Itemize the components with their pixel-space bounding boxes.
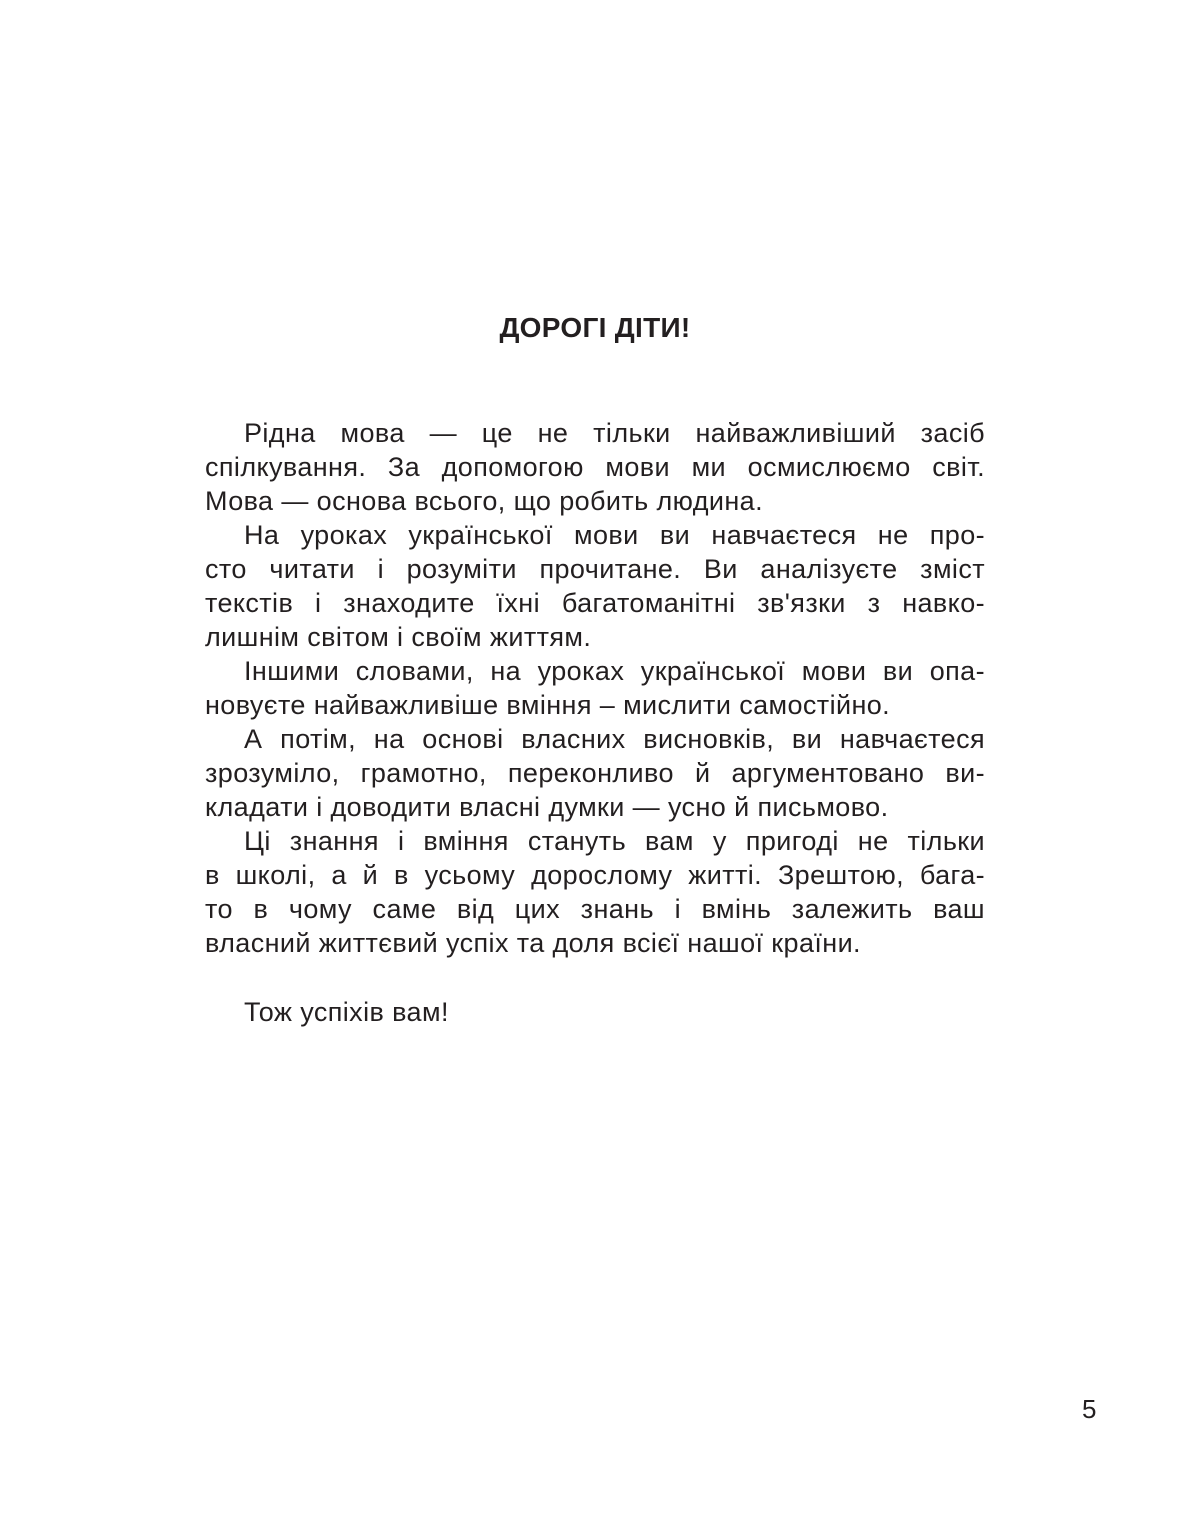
- page-title: ДОРОГІ ДІТИ!: [499, 312, 691, 343]
- page-number: 5: [1082, 1394, 1097, 1424]
- text-line: спілкування. За допомогою мови ми осмислюємо світ.: [205, 452, 985, 482]
- closing-line: Тож успіхів вам!: [244, 997, 449, 1027]
- text-line: Ці знання і вміння стануть вам у пригоді не тільки: [244, 826, 985, 856]
- text-line: в школі, а й в усьому дорослому житті. Зрештою, бага-: [205, 860, 985, 890]
- body-text: [205, 416, 985, 960]
- text-line: сто читати і розуміти прочитане. Ви аналізуєте зміст: [205, 554, 985, 584]
- text-line: зрозуміло, грамотно, переконливо й аргументовано ви-: [205, 758, 985, 788]
- text-line: кладати і доводити власні думки — усно й письмово.: [205, 792, 889, 822]
- text-line: А потім, на основі власних висновків, ви навчаєтеся: [244, 724, 985, 754]
- text-line: новуєте найважливіше вміння – мислити самостійно.: [205, 690, 891, 720]
- text-line: то в чому саме від цих знань і вмінь залежить ваш: [205, 894, 985, 924]
- text-line: Іншими словами, на уроках української мови ви опа-: [244, 656, 985, 686]
- text-line: Мова — основа всього, що робить людина.: [205, 486, 763, 516]
- text-line: Рідна мова — це не тільки найважливіший засіб: [244, 418, 985, 448]
- text-line: власний життєвий успіх та доля всієї нашої країни.: [205, 928, 861, 958]
- text-line: На уроках української мови ви навчаєтеся не про-: [244, 520, 985, 550]
- text-line: лишнім світом і своїм життям.: [205, 622, 592, 652]
- text-line: текстів і знаходите їхні багатоманітні зв'язки з навко-: [205, 588, 985, 618]
